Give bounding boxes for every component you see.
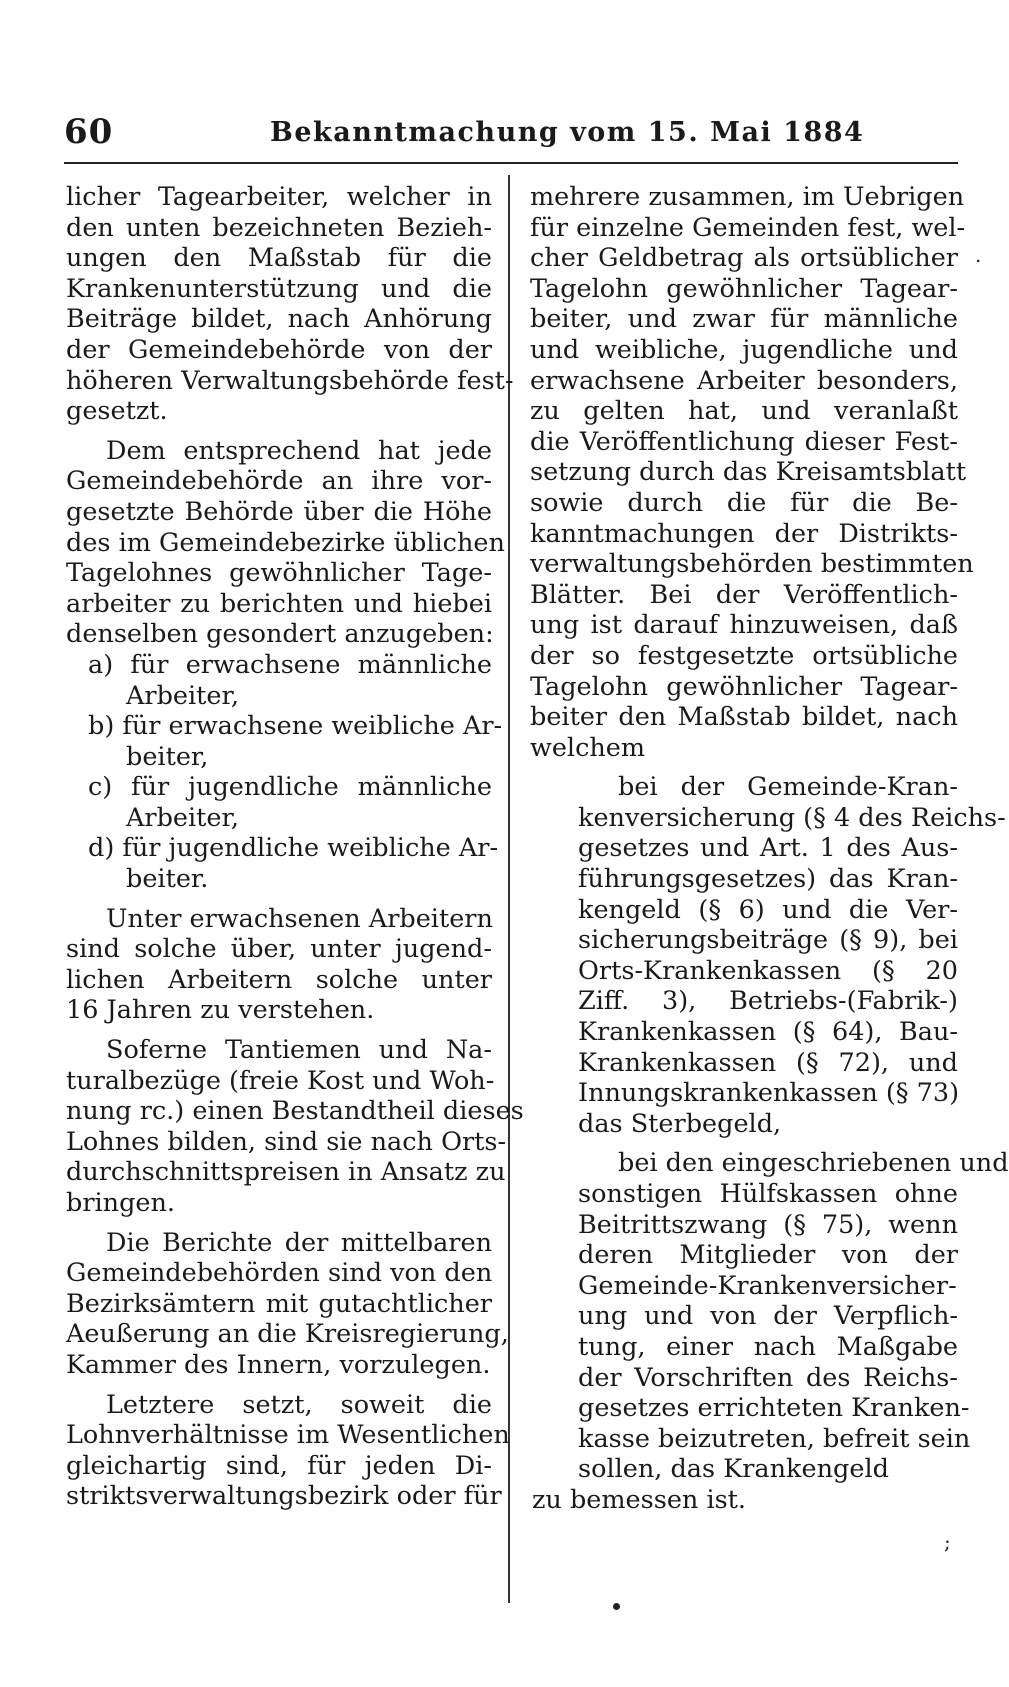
text-line: a) für erwachsene männliche — [88, 649, 492, 680]
text-line: striktsverwaltungsbezirk oder für — [66, 1481, 502, 1512]
text-line: licher Tagearbeiter, welcher in — [66, 182, 492, 212]
text-line: durchschnittspreisen in Ansatz zu — [66, 1157, 506, 1188]
margin-mark: ; — [944, 1530, 951, 1554]
text-line: d) für jugendliche weibliche Ar- — [88, 833, 499, 864]
text-line: denselben gesondert anzugeben: — [66, 619, 494, 650]
text-line: Innungskrankenkassen (§ 73) — [578, 1078, 960, 1109]
text-line: sicherungsbeiträge (§ 9), bei — [578, 925, 958, 956]
text-line: bringen. — [66, 1188, 176, 1218]
text-line: ung ist darauf hinzuweisen, daß — [530, 610, 958, 641]
text-line: das Sterbegeld, — [578, 1108, 782, 1139]
text-line: Dem entsprechend hat jede — [106, 435, 492, 466]
text-line: bei den eingeschriebenen und — [618, 1148, 1009, 1179]
text-line: Tagelohnes gewöhnlicher Tage- — [66, 558, 492, 589]
text-line: Beitrittszwang (§ 75), wenn — [578, 1209, 958, 1240]
text-line: welchem — [530, 732, 646, 763]
text-line: der so festgesetzte ortsübliche — [530, 640, 958, 671]
text-line: turalbezüge (freie Kost und Woh- — [66, 1065, 495, 1096]
page-number: 60 — [64, 112, 114, 152]
text-line: höheren Verwaltungsbehörde fest- — [66, 365, 514, 396]
text-line: Krankenkassen (§ 64), Bau- — [578, 1017, 958, 1048]
text-line: kengeld (§ 6) und die Ver- — [578, 894, 958, 925]
text-line: den unten bezeichneten Bezieh- — [66, 212, 492, 243]
paragraph-gap — [66, 1219, 492, 1228]
text-line: nung rc.) einen Bestandtheil dieses — [66, 1096, 524, 1127]
text-line: setzung durch das Kreisamtsblatt — [530, 457, 967, 488]
text-line: Tagelohn gewöhnlicher Tagear- — [530, 273, 958, 304]
text-line: tung, einer nach Maßgabe — [578, 1331, 958, 1362]
text-line: Kammer des Innern, vorzulegen. — [66, 1349, 491, 1380]
text-line: gleichartig sind, für jeden Di- — [66, 1450, 492, 1481]
text-line: zu bemessen ist. — [532, 1484, 747, 1515]
text-line: sind solche über, unter jugend- — [66, 934, 492, 965]
ink-dot — [613, 1603, 620, 1610]
text-line: sollen, das Krankengeld — [578, 1454, 889, 1485]
text-line: und weibliche, jugendliche und — [530, 334, 958, 365]
text-line: cher Geldbetrag als ortsüblicher — [530, 243, 958, 274]
left-column — [66, 182, 524, 1512]
text-line: Krankenunterstützung und die — [66, 273, 492, 304]
text-line: Gemeindebehörde an ihre vor- — [66, 466, 492, 497]
paragraph-gap — [66, 1026, 492, 1035]
text-line: ungen den Maßstab für die — [66, 243, 492, 274]
text-line: zu gelten hat, und veranlaßt — [530, 396, 958, 427]
text-line: sonstigen Hülfskassen ohne — [578, 1179, 958, 1209]
text-line: Lohnes bilden, sind sie nach Orts- — [66, 1126, 507, 1157]
text-line: Krankenkassen (§ 72), und — [578, 1047, 958, 1078]
text-line: die Veröffentlichung dieser Fest- — [530, 426, 958, 457]
text-line: beiter. — [126, 864, 209, 895]
text-line: des im Gemeindebezirke üblichen — [66, 527, 505, 558]
text-line: Tagelohn gewöhnlicher Tagear- — [530, 671, 958, 702]
text-line: kenversicherung (§ 4 des Reichs- — [578, 802, 1006, 833]
text-line: kanntmachungen der Distrikts- — [530, 518, 958, 549]
right-column-body — [530, 182, 974, 763]
text-line: Beiträge bildet, nach Anhörung — [66, 304, 492, 335]
text-line: Lohnverhältnisse im Wesentlichen — [66, 1420, 510, 1451]
text-line: Aeußerung an die Kreisregierung, — [66, 1319, 509, 1350]
text-line: beiter den Maßstab bildet, nach — [530, 702, 958, 733]
running-head: Bekanntmachung vom 15. Mai 1884 — [270, 117, 865, 148]
text-line: beiter, und zwar für männliche — [530, 304, 958, 335]
text-line: bei der Gemeinde-Kran- — [618, 772, 958, 803]
text-line: Unter erwachsenen Arbeitern — [106, 903, 493, 934]
text-line: Die Berichte der mittelbaren — [106, 1227, 492, 1258]
text-line: der Gemeindebehörde von der — [66, 334, 492, 365]
text-line: erwachsene Arbeiter besonders, — [530, 365, 958, 396]
text-line: deren Mitglieder von der — [578, 1240, 958, 1271]
text-line: beiter, — [126, 741, 209, 772]
paragraph-gap — [578, 763, 958, 772]
text-line: arbeiter zu berichten und hiebei — [66, 588, 492, 619]
text-line: mehrere zusammen, im Uebrigen — [530, 182, 965, 212]
text-line: Arbeiter, — [126, 680, 240, 711]
paragraph-gap — [66, 895, 492, 904]
text-line: c) für jugendliche männliche — [88, 772, 492, 803]
text-line: gesetzte Behörde über die Höhe — [66, 496, 492, 527]
text-line: gesetzes und Art. 1 des Aus- — [578, 833, 958, 864]
text-line: Arbeiter, — [126, 802, 240, 833]
text-line: 16 Jahren zu verstehen. — [66, 995, 375, 1026]
header-rule — [64, 162, 958, 164]
text-line: für einzelne Gemeinden fest, wel- — [530, 212, 966, 243]
text-line: ung und von der Verpflich- — [578, 1301, 958, 1332]
text-line: Orts-Krankenkassen (§ 20 — [578, 955, 958, 986]
text-line: Letztere setzt, soweit die — [106, 1389, 492, 1420]
text-line: gesetzt. — [66, 396, 168, 427]
text-line: b) für erwachsene weibliche Ar- — [88, 711, 503, 742]
text-line: verwaltungsbehörden bestimmten — [530, 549, 974, 580]
text-line: Bezirksämtern mit gutachtlicher — [66, 1288, 492, 1319]
text-line: lichen Arbeitern solche unter — [66, 964, 492, 995]
text-line: der Vorschriften des Reichs- — [578, 1362, 958, 1393]
text-line: kasse beizutreten, befreit sein — [578, 1423, 971, 1454]
paragraph-gap — [578, 1139, 958, 1148]
right-column — [530, 182, 1009, 1516]
text-line: sowie durch die für die Be- — [530, 487, 958, 518]
text-line: Gemeindebehörden sind von den — [66, 1258, 493, 1289]
text-line: gesetzes errichteten Kranken- — [578, 1393, 970, 1424]
text-line: Ziff. 3), Betriebs-(Fabrik-) — [578, 986, 958, 1017]
text-line: führungsgesetzes) das Kran- — [578, 864, 958, 895]
text-line: Blätter. Bei der Veröffentlich- — [530, 579, 958, 610]
paragraph-gap — [66, 1381, 492, 1390]
text-line: Gemeinde-Krankenversicher- — [578, 1270, 957, 1301]
right-column-indented-block — [532, 763, 1009, 1515]
text-line: Soferne Tantiemen und Na- — [106, 1035, 492, 1066]
margin-mark: . — [975, 243, 982, 267]
paragraph-gap — [66, 427, 492, 436]
